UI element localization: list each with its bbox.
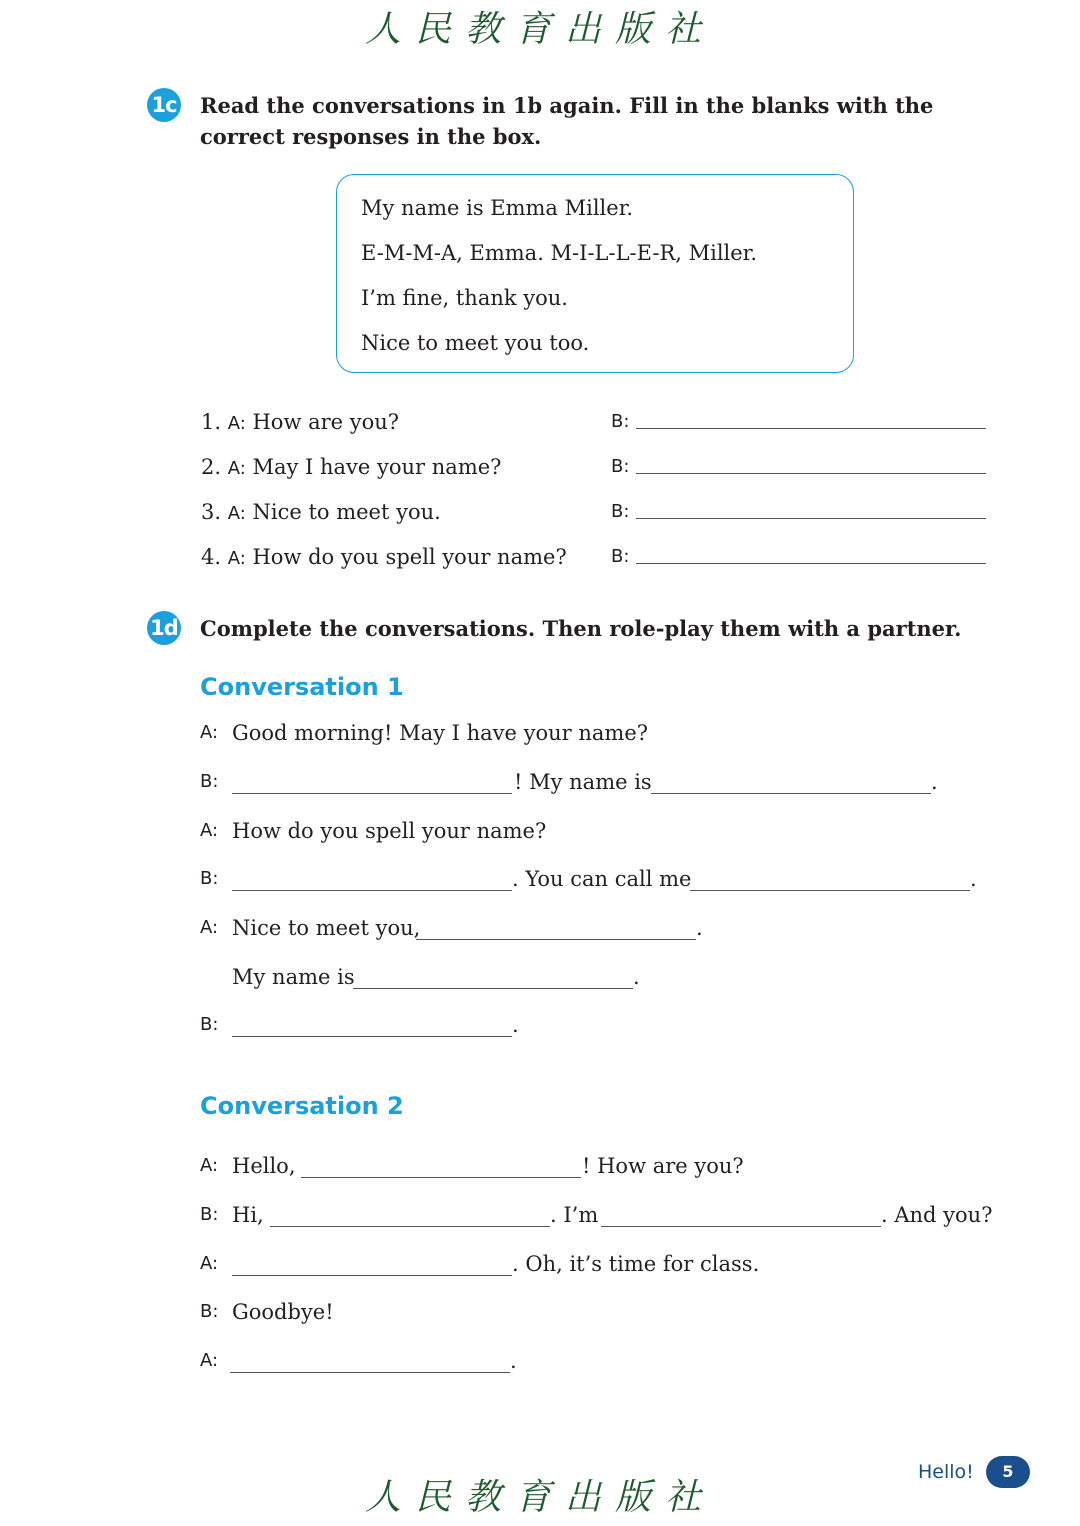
speaker-b: B: (611, 411, 630, 432)
speaker-a: A: (227, 458, 246, 479)
line-text: Hello, (232, 1154, 296, 1178)
speaker-label: B: (200, 771, 219, 792)
line-text: . Oh, it’s time for class. (512, 1252, 760, 1276)
section-badge-1d: 1d (147, 611, 181, 645)
speaker-label: A: (200, 1155, 219, 1176)
line-text: Nice to meet you, (232, 916, 421, 940)
item-number: 2. (201, 455, 222, 479)
question-2 (201, 452, 501, 484)
speaker-label: A: (200, 722, 219, 743)
line-text: My name is (232, 965, 355, 989)
speaker-a: A: (227, 413, 246, 434)
line-text: . (931, 770, 938, 794)
publisher-logo: 人民教育出版社 (364, 9, 715, 50)
line-text: ! How are you? (582, 1154, 744, 1178)
speaker-label: A: (200, 917, 219, 938)
question-3 (201, 497, 441, 529)
answer-blank-1[interactable] (636, 428, 986, 429)
answer-blank[interactable] (651, 793, 931, 794)
line-text: . (633, 965, 640, 989)
answer-blank-3[interactable] (636, 518, 986, 519)
speaker-b: B: (611, 501, 630, 522)
line-text: . (510, 1349, 517, 1373)
answer-blank[interactable] (232, 1275, 512, 1276)
line-text: How do you spell your name? (232, 819, 547, 843)
answer-blank[interactable] (232, 890, 512, 891)
unit-label: Hello! (918, 1461, 974, 1483)
box-option: Nice to meet you too. (361, 331, 590, 355)
speaker-label: B: (200, 868, 219, 889)
box-option: E-M-M-A, Emma. M-I-L-L-E-R, Miller. (361, 241, 758, 265)
speaker-b: B: (611, 456, 630, 477)
answer-blank-4[interactable] (636, 563, 986, 564)
speaker-b: B: (611, 546, 630, 567)
speaker-label: B: (200, 1014, 219, 1035)
line-text: . And you? (881, 1203, 993, 1227)
line-text: . I’m (550, 1203, 599, 1227)
publisher-logo-footer: 人民教育出版社 (364, 1477, 715, 1518)
line-text: . (696, 916, 703, 940)
speaker-a: A: (227, 503, 246, 524)
question-text: Nice to meet you. (252, 500, 441, 524)
question-4 (201, 542, 567, 574)
conversation-1-title: Conversation 1 (200, 673, 404, 701)
line-text: Goodbye! (232, 1300, 334, 1324)
item-number: 3. (201, 500, 222, 524)
question-text: How do you spell your name? (252, 545, 567, 569)
answer-blank[interactable] (601, 1226, 881, 1227)
answer-blank[interactable] (270, 1226, 550, 1227)
line-text: . (970, 867, 977, 891)
question-1 (201, 407, 399, 439)
answer-blank[interactable] (353, 988, 633, 989)
page-number: 5 (986, 1456, 1030, 1488)
line-text: . (512, 1013, 519, 1037)
instruction-1c: Read the conversations in 1b again. Fill in the blanks with the correct responses in the box. (200, 93, 934, 149)
answer-blank[interactable] (301, 1177, 581, 1178)
speaker-label: A: (200, 820, 219, 841)
speaker-label: A: (200, 1350, 219, 1371)
speaker-label: B: (200, 1204, 219, 1225)
item-number: 1. (201, 410, 222, 434)
answer-blank-2[interactable] (636, 473, 986, 474)
answer-blank[interactable] (690, 890, 970, 891)
line-text: . You can call me (512, 867, 692, 891)
question-text: How are you? (252, 410, 400, 434)
speaker-a: A: (227, 548, 246, 569)
box-option: My name is Emma Miller. (361, 196, 634, 220)
conversation-2-title: Conversation 2 (200, 1092, 404, 1120)
line-text: Hi, (232, 1203, 264, 1227)
section-badge-1c: 1c (147, 88, 181, 122)
speaker-label: A: (200, 1253, 219, 1274)
speaker-label: B: (200, 1301, 219, 1322)
answer-blank[interactable] (232, 1036, 512, 1037)
line-text: Good morning! May I have your name? (232, 721, 649, 745)
instruction-1d: Complete the conversations. Then role-play them with a partner. (200, 616, 962, 641)
item-number: 4. (201, 545, 222, 569)
box-option: I’m fine, thank you. (361, 286, 568, 310)
answer-blank[interactable] (230, 1372, 510, 1373)
line-text: ! My name is (514, 770, 652, 794)
answer-blank[interactable] (232, 793, 512, 794)
question-text: May I have your name? (252, 455, 502, 479)
answer-blank[interactable] (416, 939, 696, 940)
